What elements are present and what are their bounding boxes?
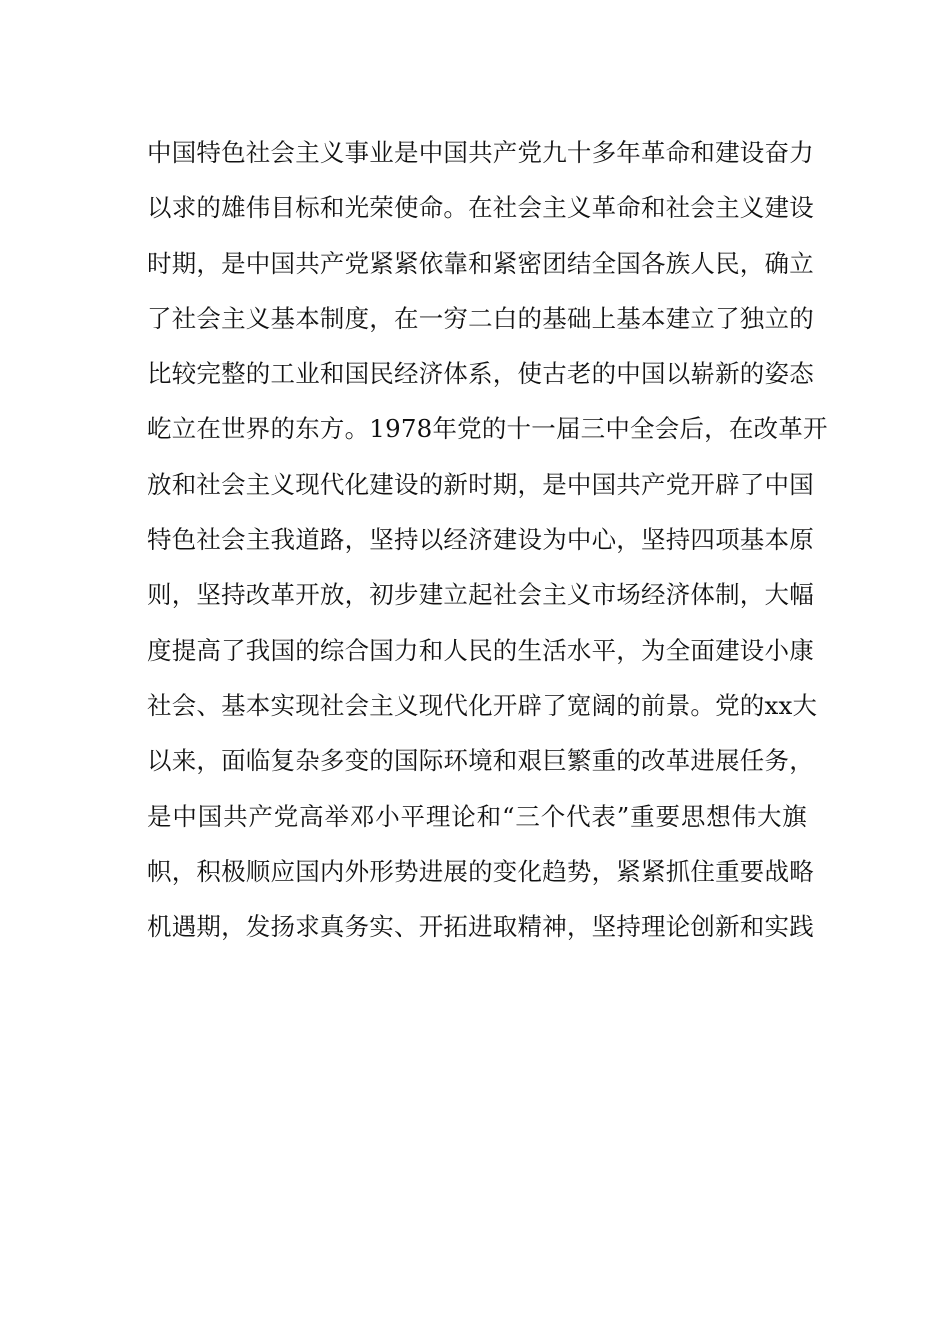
text-line: 屹立在世界的东方。1978年党的十一届三中全会后，在改革开	[147, 414, 828, 444]
text-line: 特色社会主我道路，坚持以经济建设为中心，坚持四项基本原	[147, 525, 814, 555]
text-line: 以求的雄伟目标和光荣使命。在社会主义革命和社会主义建设	[147, 193, 814, 223]
text-line: 时期，是中国共产党紧紧依靠和紧密团结全国各族人民，确立	[147, 248, 814, 278]
text-line: 以来，面临复杂多变的国际环境和艰巨繁重的改革进展任务，	[147, 746, 814, 776]
text-line: 社会、基本实现社会主义现代化开辟了宽阔的前景。党的xx大	[147, 690, 818, 720]
text-line: 了社会主义基本制度，在一穷二白的基础上基本建立了独立的	[147, 303, 814, 333]
text-line: 中国特色社会主义事业是中国共产党九十多年革命和建设奋力	[147, 138, 814, 167]
text-line: 帜，积极顺应国内外形势进展的变化趋势，紧紧抓住重要战略	[147, 856, 814, 886]
text-line: 放和社会主义现代化建设的新时期，是中国共产党开辟了中国	[147, 469, 814, 499]
text-line: 度提高了我国的综合国力和人民的生活水平，为全面建设小康	[147, 635, 814, 665]
text-line: 比较完整的工业和国民经济体系，使古老的中国以崭新的姿态	[147, 359, 814, 389]
body-paragraph	[147, 134, 828, 963]
text-line: 则，坚持改革开放，初步建立起社会主义市场经济体制，大幅	[147, 580, 814, 610]
text-line: 机遇期，发扬求真务实、开拓进取精神，坚持理论创新和实践	[147, 912, 814, 942]
text-line: 是中国共产党高举邓小平理论和“三个代表”重要思想伟大旗	[147, 801, 807, 831]
